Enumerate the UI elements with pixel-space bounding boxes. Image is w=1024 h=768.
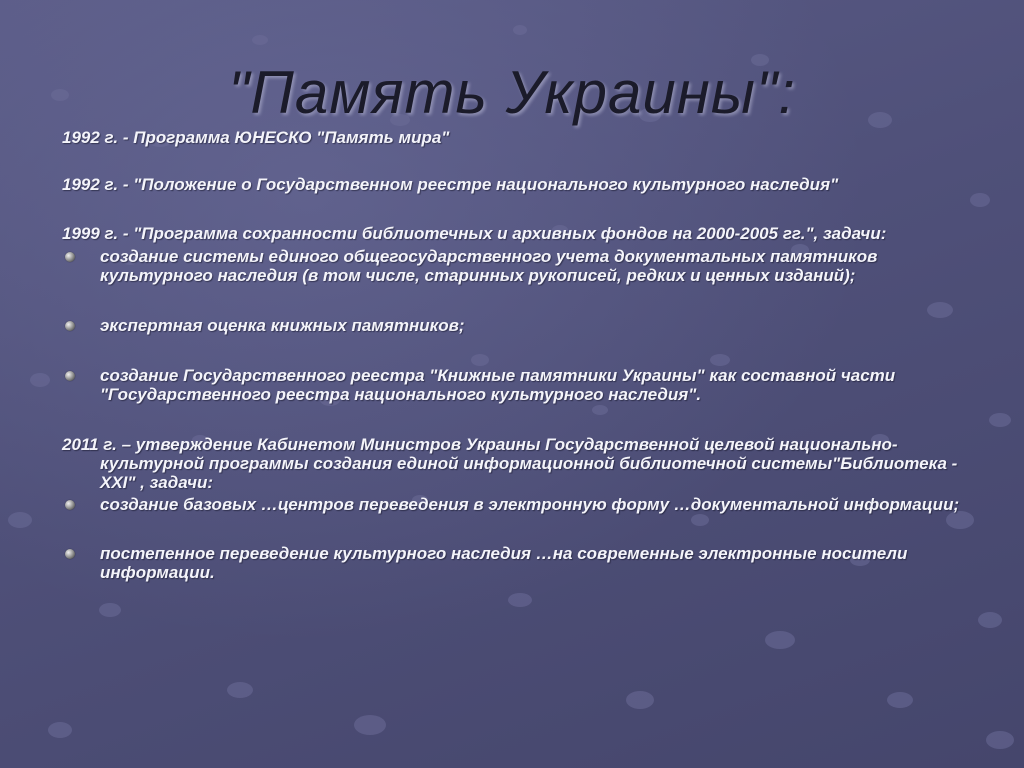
list-item-text: создание системы единого общегосударственного учета документальных памятников культурного наследия (в том числе, старинных рукописей, редких и ценных изданий); bbox=[100, 247, 878, 285]
bullet-icon bbox=[65, 252, 75, 262]
list-item-text: постепенное переведение культурного наследия …на современные электронные носители информации. bbox=[100, 544, 908, 582]
list-item bbox=[62, 366, 962, 404]
list-item-text: создание Государственного реестра "Книжные памятники Украины" как составной части "Государственного реестра национального культурного наследия". bbox=[100, 366, 896, 404]
slide-title: "Память Украины": bbox=[228, 59, 796, 126]
bullet-icon bbox=[65, 321, 75, 331]
bullet-icon bbox=[65, 500, 75, 510]
list-item bbox=[62, 544, 962, 582]
list-item bbox=[62, 316, 962, 335]
paragraph-2011-program: 2011 г. – утверждение Кабинетом Министров Украины Государственной целевой национально-культурной программы создания единой информационной библиотечной системы"Библиотека -XXI" , задачи: bbox=[62, 435, 958, 492]
bullet-icon bbox=[65, 549, 75, 559]
slide-body bbox=[62, 128, 962, 582]
list-item bbox=[62, 247, 962, 285]
list-item-text: создание базовых …центров переведения в электронную форму …документальной информации; bbox=[100, 495, 960, 514]
paragraph-1999-program: 1999 г. - "Программа сохранности библиотечных и архивных фондов на 2000-2005 гг.", задачи: bbox=[62, 224, 887, 243]
list-item bbox=[62, 495, 962, 514]
list-item-text: экспертная оценка книжных памятников; bbox=[100, 316, 465, 335]
paragraph-1992-unesco: 1992 г. - Программа ЮНЕСКО "Память мира" bbox=[62, 128, 450, 147]
bullet-icon bbox=[65, 371, 75, 381]
paragraph-1992-registry: 1992 г. - "Положение о Государственном реестре национального культурного наследия" bbox=[62, 175, 839, 194]
